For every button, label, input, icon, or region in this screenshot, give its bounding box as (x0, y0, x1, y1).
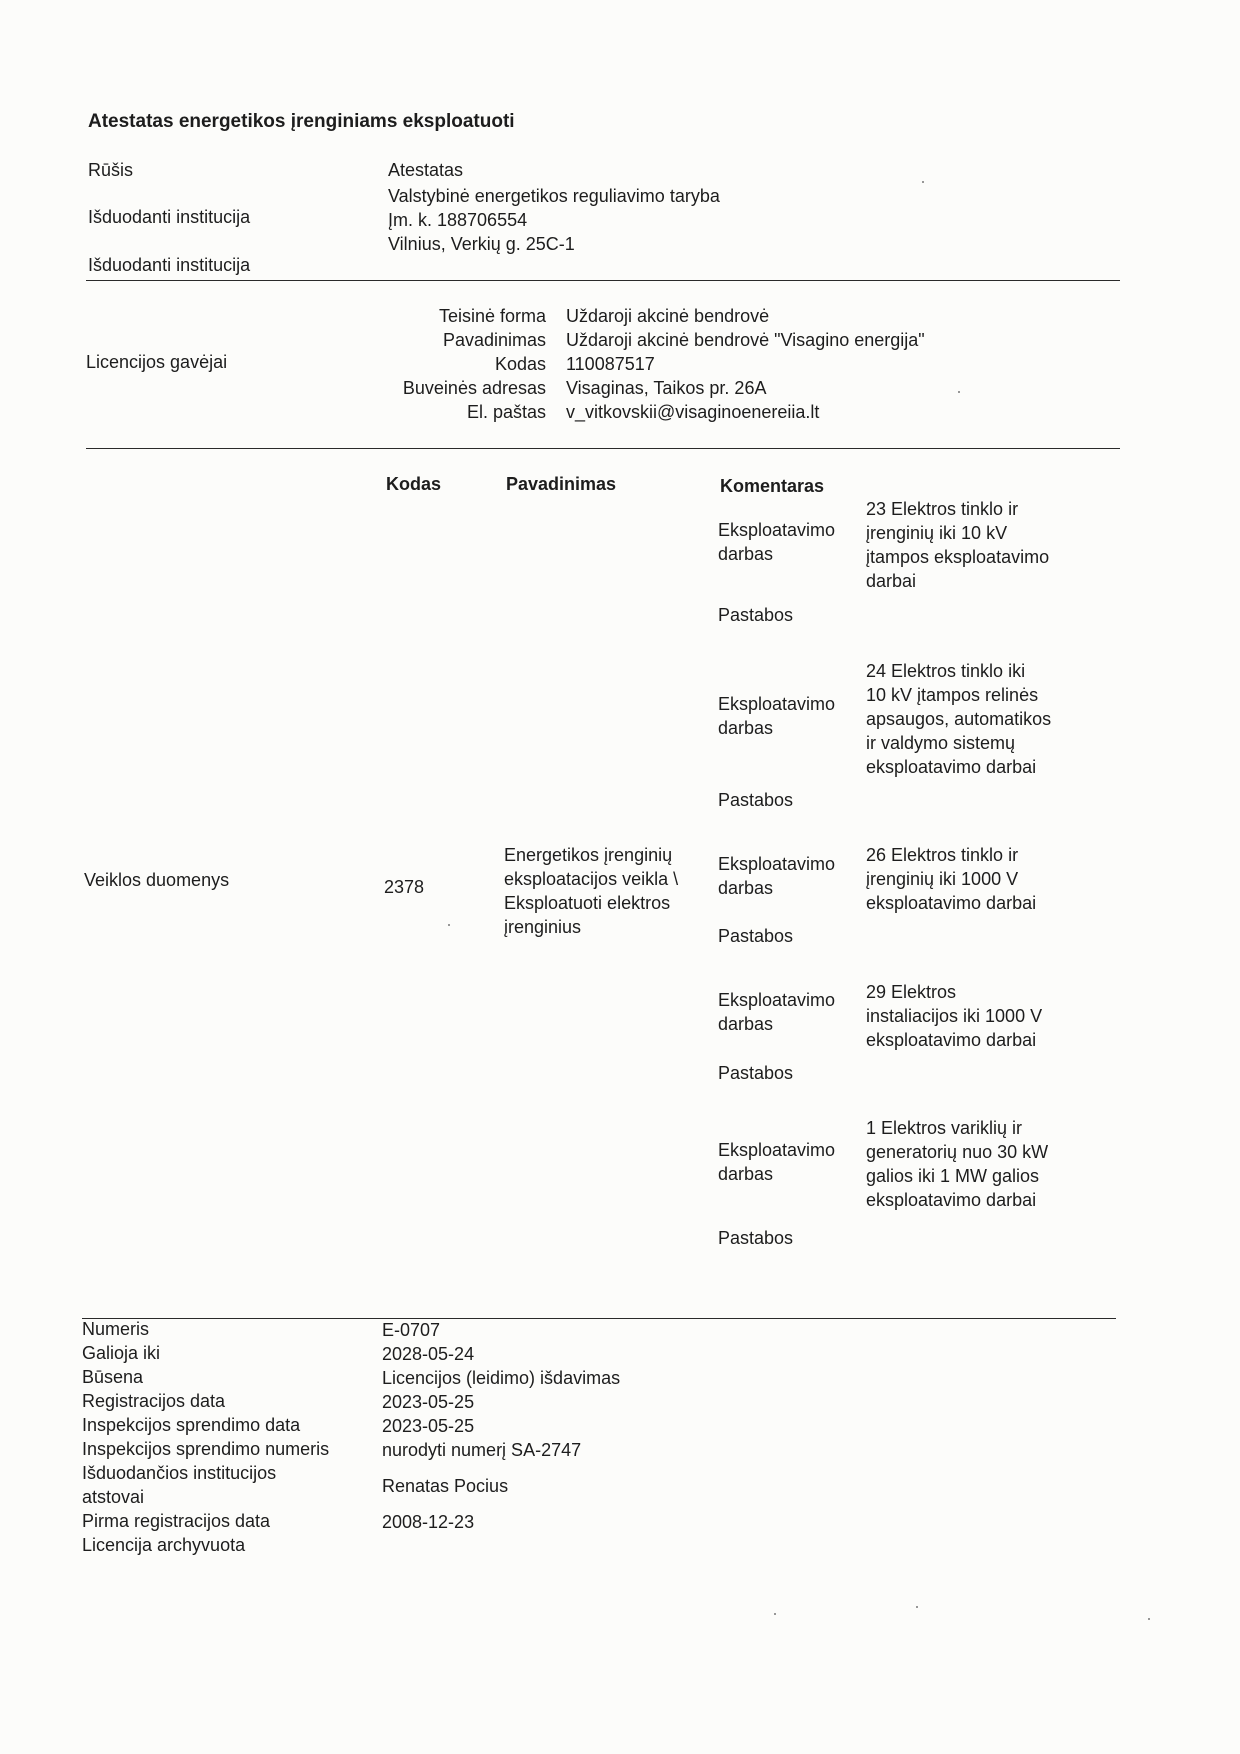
work-line: 26 Elektros tinklo ir (866, 845, 1019, 865)
teisine-forma-value: Uždaroji akcinė bendrovė (566, 306, 770, 326)
inspekcijos-sprendimo-data-value: 2023-05-25 (382, 1416, 475, 1436)
licensee-field-labels (370, 304, 546, 424)
work-line: darbai (866, 571, 917, 591)
work-description (866, 980, 1042, 1052)
divider-middle (86, 448, 1120, 449)
inspekcijos-sprendimo-numeris-label: Inspekcijos sprendimo numeris (82, 1439, 330, 1459)
atstovai-label-line: atstovai (82, 1487, 145, 1507)
pavadinimas-line: eksploatacijos veikla \ (504, 869, 679, 889)
scan-speck (958, 391, 960, 393)
scan-speck (448, 924, 450, 926)
pavadinimas-line: Energetikos įrenginių (504, 845, 673, 865)
rusis-label: Rūšis (88, 160, 134, 180)
eksploatavimo-label-line: Eksploatavimo (718, 854, 836, 874)
inspekcijos-sprendimo-numeris-value: nurodyti numerį SA-2747 (382, 1440, 582, 1460)
pastabos-label: Pastabos (718, 1063, 794, 1083)
work-description (866, 497, 1049, 593)
work-line: apsaugos, automatikos (866, 709, 1052, 729)
work-line: įrenginių iki 1000 V (866, 869, 1019, 889)
work-line: instaliacijos iki 1000 V (866, 1006, 1043, 1026)
col-header-komentaras: Komentaras (720, 476, 825, 496)
pirma-registracijos-data-label: Pirma registracijos data (82, 1511, 271, 1531)
atstovai-label-line: Išduodančios institucijos (82, 1463, 277, 1483)
registracijos-data-value: 2023-05-25 (382, 1392, 475, 1412)
col-header-pavadinimas: Pavadinimas (506, 474, 617, 494)
eksploatavimo-darbas-label (718, 1138, 835, 1186)
institucija-name: Valstybinė energetikos reguliavimo taryba (388, 186, 720, 206)
licencija-archyvuota-label: Licencija archyvuota (82, 1535, 246, 1555)
eksploatavimo-label-line: darbas (718, 1014, 774, 1034)
pavadinimas-label: Pavadinimas (442, 330, 546, 350)
pavadinimas-value: Uždaroji akcinė bendrovė "Visagino energija" (566, 330, 925, 350)
document-title: Atestatas energetikos įrenginiams eksploatuoti (88, 111, 515, 132)
scan-speck (1148, 1618, 1150, 1620)
work-line: 29 Elektros (866, 982, 957, 1002)
institucija-street: Vilnius, Verkių g. 25C-1 (388, 234, 575, 254)
galioja-iki-label: Galioja iki (82, 1343, 161, 1363)
work-description (866, 659, 1051, 779)
eksploatavimo-label-line: Eksploatavimo (718, 990, 836, 1010)
eksploatavimo-label-line: Eksploatavimo (718, 694, 836, 714)
el-pastas-label: El. paštas (466, 402, 546, 422)
divider-top (86, 280, 1120, 281)
work-line: įtampos eksploatavimo (866, 547, 1050, 567)
licensee-field-values (566, 304, 925, 424)
eksploatavimo-label-line: darbas (718, 718, 774, 738)
pirma-registracijos-data-value: 2008-12-23 (382, 1512, 475, 1532)
work-description (866, 843, 1036, 915)
work-description (866, 1116, 1048, 1212)
work-line: 23 Elektros tinklo ir (866, 499, 1019, 519)
work-line: 24 Elektros tinklo iki (866, 661, 1026, 681)
work-line: 10 kV įtampos relinės (866, 685, 1039, 705)
pavadinimas-line: įrenginius (504, 917, 582, 937)
buveines-adresas-value: Visaginas, Taikos pr. 26A (566, 378, 767, 398)
el-pastas-value: v_vitkovskii@visaginoenereiia.lt (566, 402, 820, 422)
pastabos-label: Pastabos (718, 1228, 794, 1248)
work-line: ir valdymo sistemų (866, 733, 1016, 753)
kodas-label: Kodas (494, 354, 546, 374)
eksploatavimo-label-line: Eksploatavimo (718, 520, 836, 540)
registracijos-data-label: Registracijos data (82, 1391, 226, 1411)
institucija-label-1: Išduodanti institucija (88, 207, 251, 227)
kodas-value: 110087517 (566, 354, 655, 374)
institucija-address (388, 184, 720, 256)
busena-value: Licencijos (leidimo) išdavimas (382, 1368, 621, 1388)
numeris-label: Numeris (82, 1319, 150, 1339)
pastabos-label: Pastabos (718, 926, 794, 946)
eksploatavimo-label-line: darbas (718, 544, 774, 564)
work-line: eksploatavimo darbai (866, 1030, 1037, 1050)
veiklos-duomenys-label: Veiklos duomenys (84, 870, 230, 890)
galioja-iki-value: 2028-05-24 (382, 1344, 475, 1364)
eksploatavimo-darbas-label (718, 988, 835, 1036)
footer-labels (82, 1317, 329, 1557)
institucija-label-2: Išduodanti institucija (88, 255, 251, 275)
rusis-value: Atestatas (388, 160, 464, 180)
eksploatavimo-label-line: Eksploatavimo (718, 1140, 836, 1160)
pastabos-label: Pastabos (718, 790, 794, 810)
work-line: eksploatavimo darbai (866, 757, 1037, 777)
activity-kodas-value: 2378 (384, 877, 425, 897)
work-line: eksploatavimo darbai (866, 893, 1037, 913)
eksploatavimo-darbas-label (718, 518, 835, 566)
teisine-forma-label: Teisinė forma (438, 306, 546, 326)
work-line: įrenginių iki 10 kV (866, 523, 1008, 543)
eksploatavimo-darbas-label (718, 852, 835, 900)
inspekcijos-sprendimo-data-label: Inspekcijos sprendimo data (82, 1415, 301, 1435)
numeris-value: E-0707 (382, 1320, 441, 1340)
work-line: galios iki 1 MW galios (866, 1166, 1040, 1186)
institucija-code: Įm. k. 188706554 (388, 210, 528, 230)
busena-label: Būsena (82, 1367, 144, 1387)
footer-values (382, 1318, 620, 1462)
activity-pavadinimas-value (504, 843, 678, 939)
licensee-label: Licencijos gavėjai (86, 352, 228, 372)
scan-speck (774, 1613, 776, 1615)
pavadinimas-line: Eksploatuoti elektros (504, 893, 671, 913)
work-line: eksploatavimo darbai (866, 1190, 1037, 1210)
atstovai-label (82, 1461, 329, 1509)
atstovai-value: Renatas Pocius (382, 1476, 509, 1496)
col-header-kodas: Kodas (386, 474, 442, 494)
eksploatavimo-label-line: darbas (718, 878, 774, 898)
eksploatavimo-label-line: darbas (718, 1164, 774, 1184)
work-line: generatorių nuo 30 kW (866, 1142, 1049, 1162)
eksploatavimo-darbas-label (718, 692, 835, 740)
work-line: 1 Elektros variklių ir (866, 1118, 1023, 1138)
buveines-adresas-label: Buveinės adresas (402, 378, 546, 398)
scan-speck (916, 1606, 918, 1608)
pastabos-label: Pastabos (718, 605, 794, 625)
scan-speck (922, 181, 924, 183)
